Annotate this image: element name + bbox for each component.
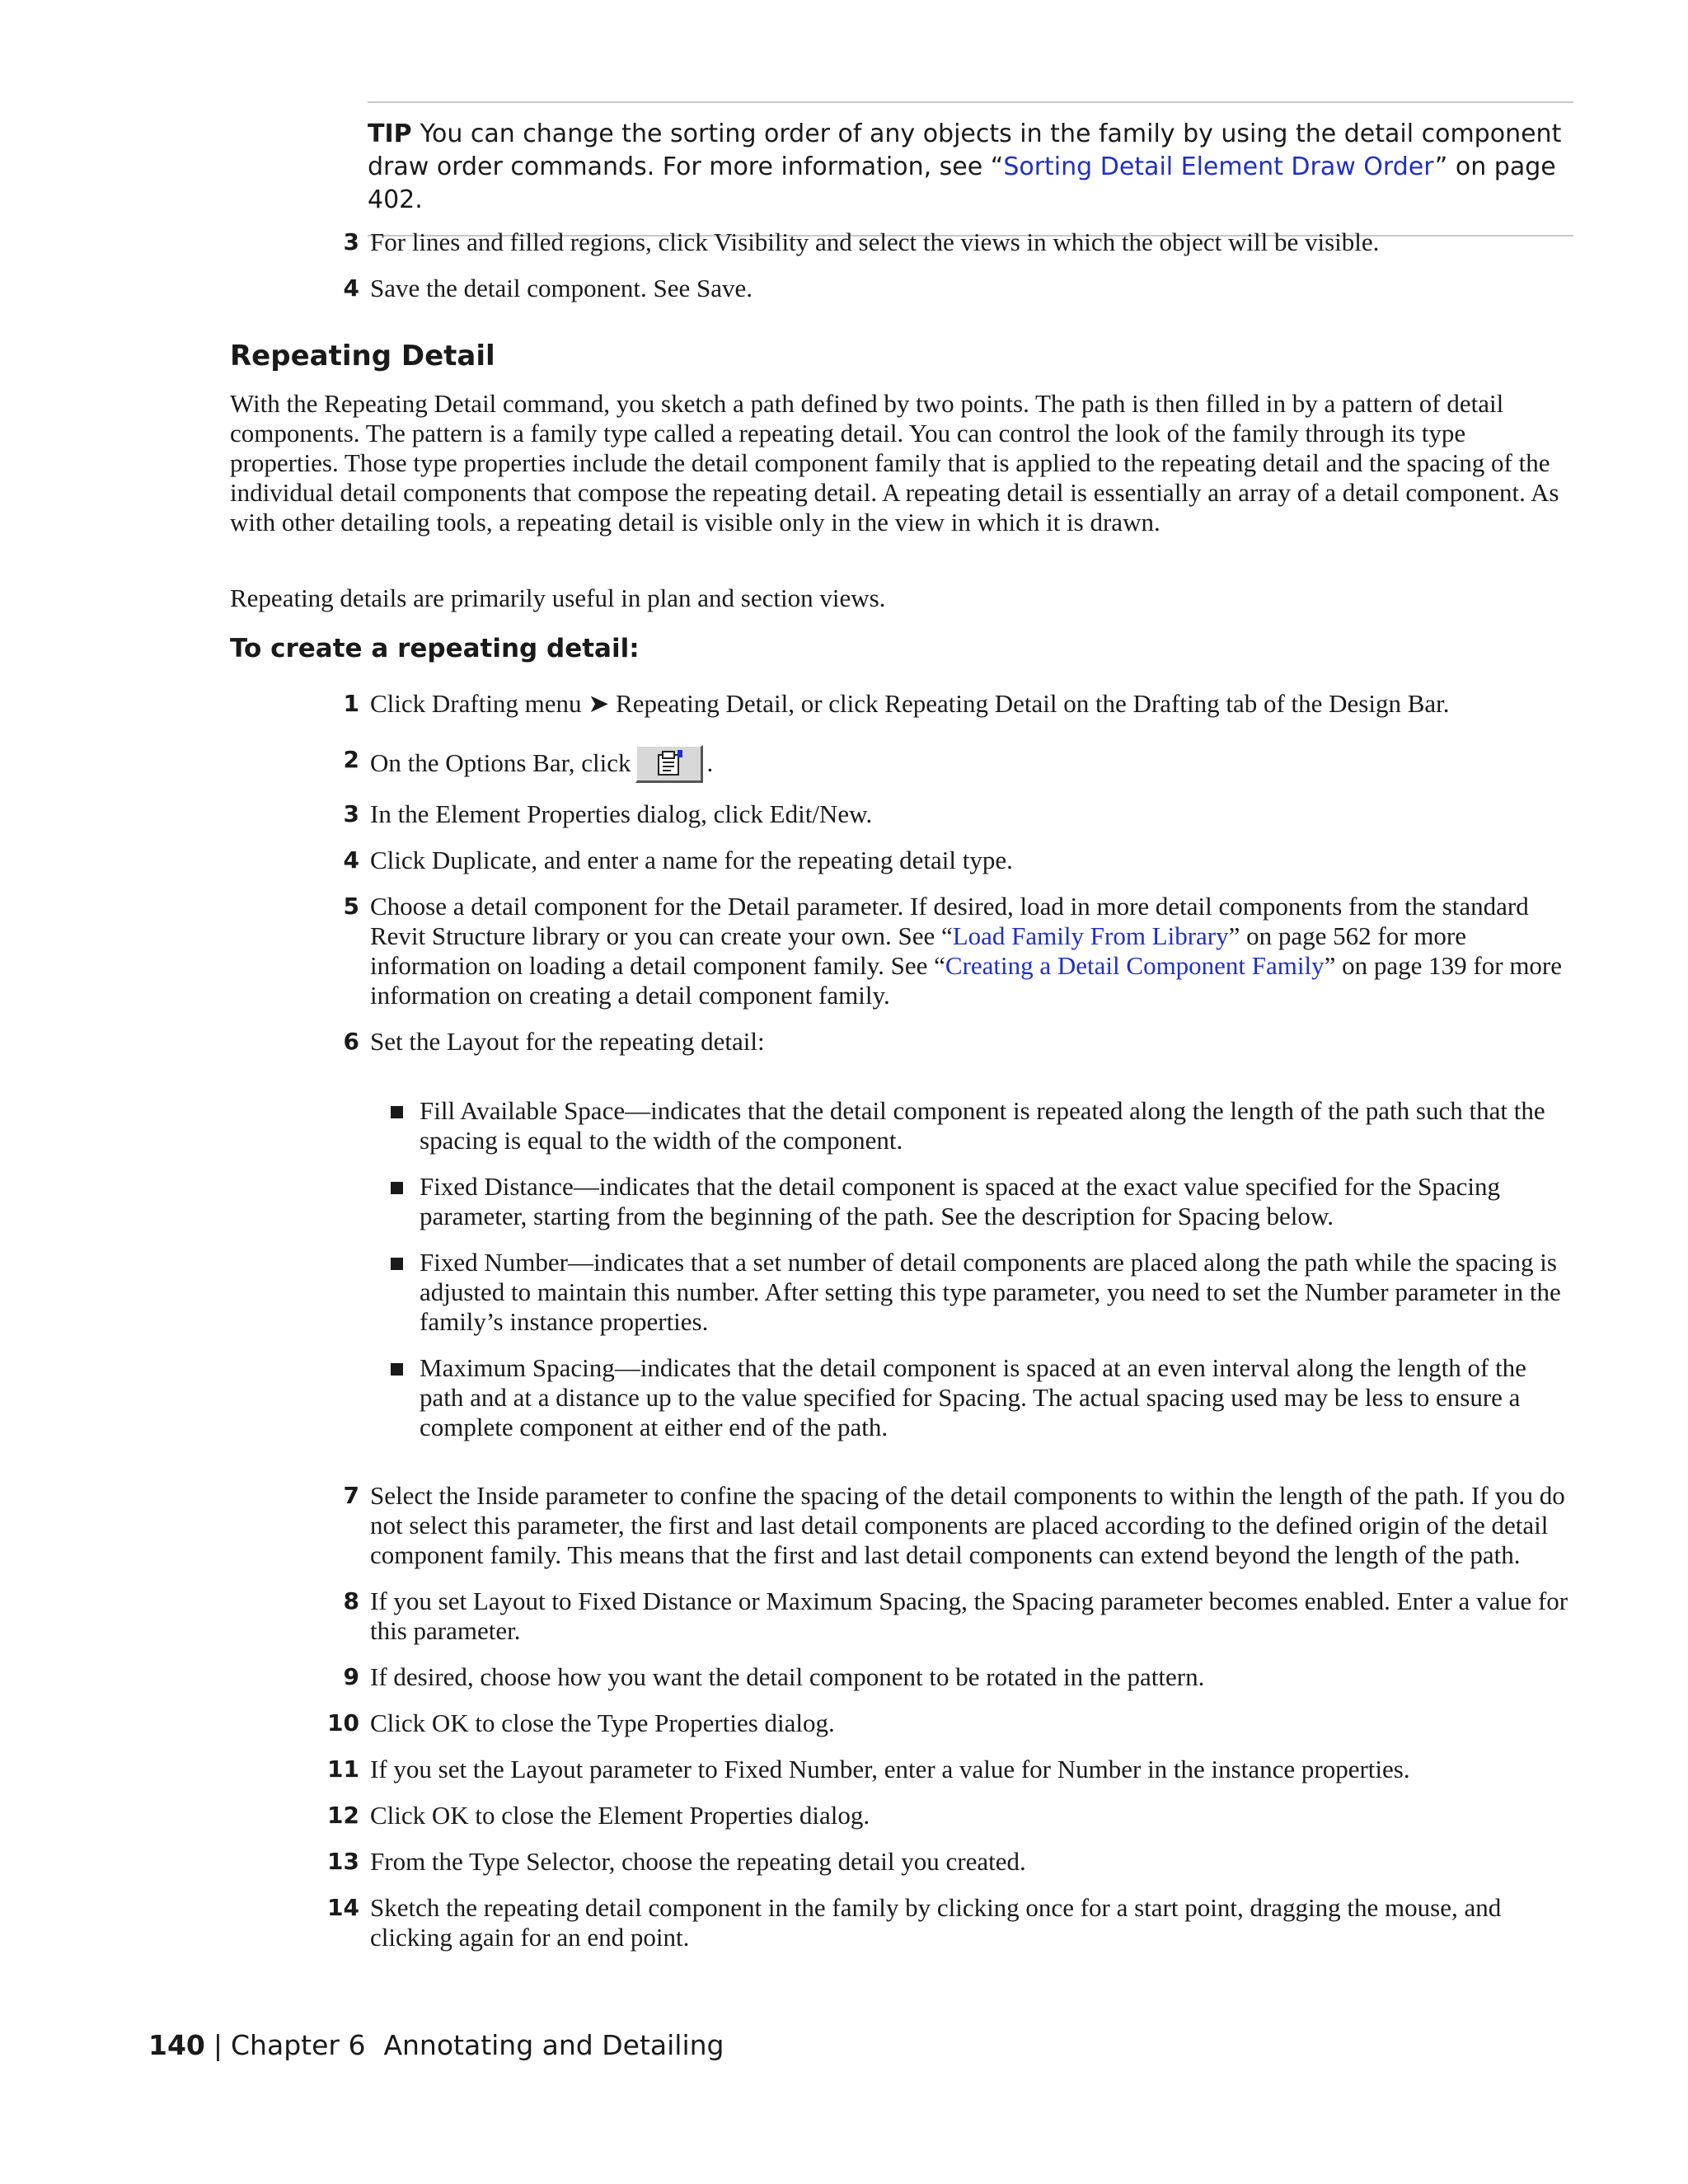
step-number: 2 xyxy=(343,746,359,773)
steps-top-list xyxy=(0,227,1688,303)
step-text xyxy=(370,745,1575,783)
step-text: Click Duplicate, and enter a name for the repeating detail type. xyxy=(370,846,1013,874)
bullet-text: Fixed Distance—indicates that the detail component is spaced at the exact value specified for the Spacing parameter, starting from the beginning of the path. See the description for Spacing below. xyxy=(420,1172,1501,1230)
footer-chapter-title: Annotating and Detailing xyxy=(383,2029,724,2061)
procedure-steps-continued-list xyxy=(0,1481,1688,1952)
page-number: 140 xyxy=(148,2029,205,2061)
step-text: Sketch the repeating detail component in the family by clicking once for a start point, dragging the mouse, and clicking again for an end point. xyxy=(370,1893,1502,1952)
list-item xyxy=(0,1353,1688,1442)
list-item xyxy=(0,274,1688,303)
step-text: From the Type Selector, choose the repeating detail you created. xyxy=(370,1847,1026,1876)
page-footer xyxy=(148,2029,724,2061)
step-number: 10 xyxy=(327,1709,359,1736)
link-load-family[interactable]: Load Family From Library xyxy=(952,921,1229,950)
step-text-c: ” on page 139 for more information on creating a detail component family. xyxy=(370,951,1563,1010)
step-number: 3 xyxy=(343,800,359,827)
list-item xyxy=(0,1027,1688,1057)
link-sorting-draw-order[interactable]: Sorting Detail Element Draw Order xyxy=(1003,152,1435,181)
footer-separator: | xyxy=(213,2029,223,2061)
step-text: Click Drafting menu ➤ Repeating Detail, or click Repeating Detail on the Drafting tab of the Design Bar. xyxy=(370,689,1450,718)
link-creating-detail-component[interactable]: Creating a Detail Component Family xyxy=(945,951,1325,980)
list-item xyxy=(0,1586,1688,1646)
step-text-before: On the Options Bar, click xyxy=(370,748,631,777)
bullet-square-icon xyxy=(391,1182,403,1194)
tip-text-after: ” on page 402. xyxy=(368,152,1556,214)
list-item xyxy=(0,1893,1688,1952)
element-properties-icon[interactable] xyxy=(635,745,703,783)
list-item xyxy=(0,1708,1688,1738)
step-text: If you set Layout to Fixed Distance or Maximum Spacing, the Spacing parameter becomes enabled. Enter a value for this parameter. xyxy=(370,1586,1568,1645)
step-text: Click OK to close the Element Properties dialog. xyxy=(370,1801,870,1830)
step-number: 5 xyxy=(343,893,359,920)
step-number: 14 xyxy=(327,1894,359,1921)
step-text-a: Choose a detail component for the Detail parameter. If desired, load in more detail components from the standard Revit Structure library or you can create your own. See “ xyxy=(370,892,1529,950)
list-item xyxy=(0,846,1688,875)
bullet-text: Fixed Number—indicates that a set number of detail components are placed along the path while the spacing is adjusted to maintain this number. After setting this type parameter, you need to set the Number parameter in the family’s instance properties. xyxy=(420,1248,1561,1336)
step-number: 7 xyxy=(343,1482,359,1509)
step-number: 3 xyxy=(343,228,359,255)
step-number: 11 xyxy=(327,1755,359,1783)
procedure-heading: To create a repeating detail: xyxy=(230,634,640,663)
section-paragraph-2: Repeating details are primarily useful in plan and section views. xyxy=(230,583,886,612)
list-item xyxy=(0,1096,1688,1155)
step-text: Click OK to close the Type Properties dialog. xyxy=(370,1708,835,1737)
step-text: Save the detail component. See Save. xyxy=(370,274,753,302)
bullet-text: Maximum Spacing—indicates that the detail component is spaced at an even interval along the length of the path and at a distance up to the value specified for Spacing. The actual spacing used may be less to ensure a complete component at either end of the path. xyxy=(420,1353,1526,1441)
procedure-steps-list xyxy=(0,689,1688,1057)
list-item xyxy=(0,689,1688,719)
step-number: 12 xyxy=(327,1802,359,1829)
step-text xyxy=(370,892,1575,1010)
list-item xyxy=(0,1481,1688,1570)
step-text: Select the Inside parameter to confine the spacing of the detail components to within the length of the path. If you do not select this parameter, the first and last detail components are placed according to the defined origin of the detail component family. This means that the first and last detail components can extend beyond the length of the path. xyxy=(370,1481,1565,1569)
tip-label: TIP xyxy=(368,120,412,148)
footer-chapter: Chapter 6 xyxy=(231,2029,366,2061)
tip-text-before: You can change the sorting order of any objects in the family by using the detail component draw order commands. For more information, see “ xyxy=(368,120,1562,181)
step-text-after: . xyxy=(706,748,714,777)
list-item xyxy=(0,1248,1688,1337)
bullet-text: Fill Available Space—indicates that the detail component is repeated along the length of the path such that the spacing is equal to the width of the component. xyxy=(420,1096,1545,1155)
layout-options-list xyxy=(0,1096,1688,1459)
list-item xyxy=(0,227,1688,257)
list-item xyxy=(0,1801,1688,1830)
step-number: 13 xyxy=(327,1848,359,1875)
step-text: Set the Layout for the repeating detail: xyxy=(370,1027,765,1056)
list-item xyxy=(0,799,1688,829)
section-paragraph-1: With the Repeating Detail command, you sketch a path defined by two points. The path is then filled in by a pattern of detail components. The pattern is a family type called a repeating detail. You can control the look of the family through its type properties. Those type properties include the detail component family that is applied to the repeating detail and the spacing of the individual detail components that compose the repeating detail. A repeating detail is essentially an array of a detail component. As with other detailing tools, a repeating detail is visible only in the view in which it is drawn. xyxy=(230,389,1559,537)
bullet-square-icon xyxy=(391,1363,403,1376)
step-text: In the Element Properties dialog, click Edit/New. xyxy=(370,799,873,828)
tip-box xyxy=(368,101,1573,237)
list-item xyxy=(0,1662,1688,1692)
step-number: 9 xyxy=(343,1663,359,1690)
step-number: 1 xyxy=(343,690,359,717)
bullet-square-icon xyxy=(391,1258,403,1270)
section-heading: Repeating Detail xyxy=(230,340,495,373)
list-item xyxy=(0,1847,1688,1877)
step-text: If desired, choose how you want the detail component to be rotated in the pattern. xyxy=(370,1662,1205,1691)
step-number: 4 xyxy=(343,274,359,302)
bullet-square-icon xyxy=(391,1106,403,1118)
step-number: 6 xyxy=(343,1028,359,1055)
step-text: For lines and filled regions, click Visibility and select the views in which the object will be visible. xyxy=(370,227,1380,256)
step-number: 4 xyxy=(343,846,359,874)
step-text: If you set the Layout parameter to Fixed Number, enter a value for Number in the instance properties. xyxy=(370,1755,1410,1783)
list-item xyxy=(0,745,1688,783)
step-number: 8 xyxy=(343,1587,359,1615)
step-text-b: ” on page 562 for more information on loading a detail component family. See “ xyxy=(370,921,1467,980)
list-item xyxy=(0,892,1688,1010)
list-item xyxy=(0,1755,1688,1784)
list-item xyxy=(0,1172,1688,1231)
